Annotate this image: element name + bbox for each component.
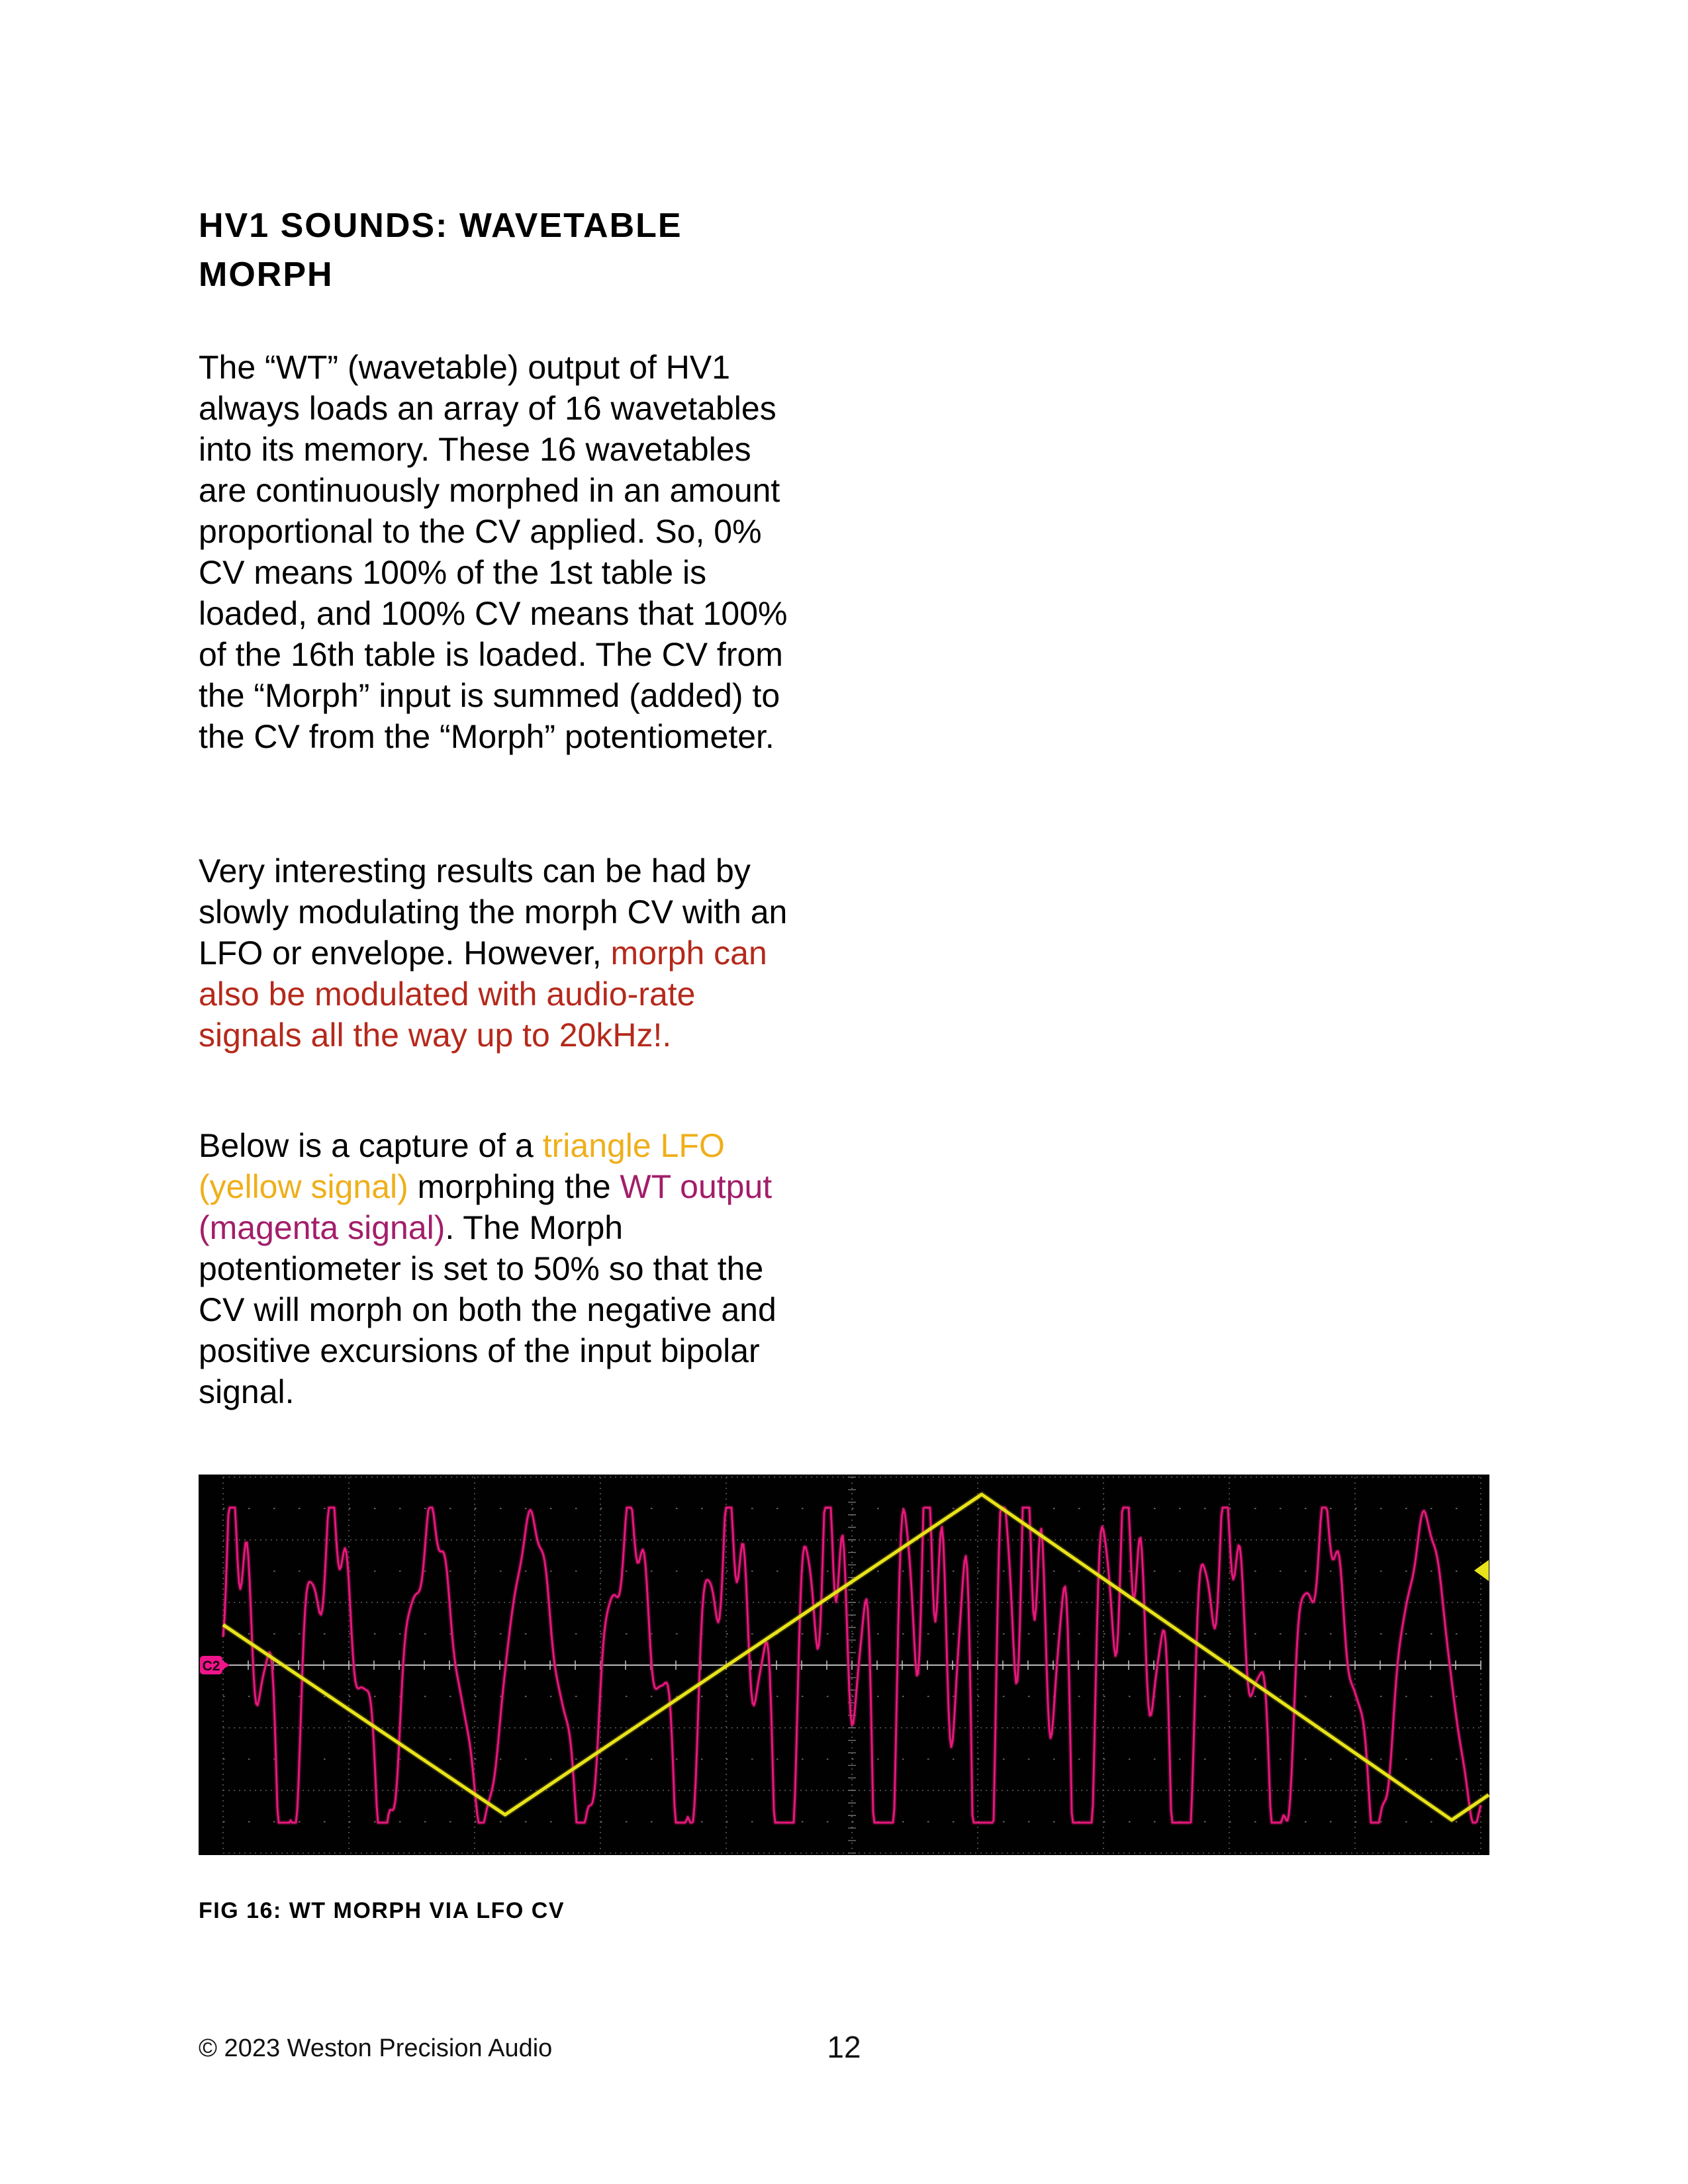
body-line: always loads an array of 16 wavetables <box>199 390 776 427</box>
body-text: Below is a capture of a <box>199 1127 543 1164</box>
page-title-line1: HV1 SOUNDS: WAVETABLE <box>199 206 682 245</box>
body-text: . The Morph <box>445 1209 624 1246</box>
highlight-magenta-text: WT output <box>620 1168 773 1205</box>
highlight-red-text: signals all the way up to 20kHz!. <box>199 1017 672 1054</box>
body-line <box>199 1125 927 1166</box>
body-text: LFO or envelope. However, <box>199 934 611 972</box>
body-line: Very interesting results can be had by <box>199 852 751 889</box>
page-title <box>199 201 682 299</box>
body-line: positive excursions of the input bipolar <box>199 1332 760 1369</box>
body-line: slowly modulating the morph CV with an <box>199 893 788 931</box>
figure-caption: FIG 16: WT MORPH VIA LFO CV <box>199 1898 565 1923</box>
highlight-red-text: morph can <box>610 934 767 972</box>
oscilloscope-figure <box>199 1475 1489 1923</box>
highlight-yellow-text: (yellow signal) <box>199 1168 408 1205</box>
body-line: loaded, and 100% CV means that 100% <box>199 595 788 632</box>
page-number: 12 <box>827 2030 861 2064</box>
channel-2-label: C2 <box>202 1659 220 1674</box>
oscilloscope-screenshot <box>199 1475 1489 1855</box>
body-text: morphing the <box>408 1168 620 1205</box>
body-line: are continuously morphed in an amount <box>199 472 780 509</box>
body-line <box>199 933 927 974</box>
body-line: CV will morph on both the negative and <box>199 1291 776 1328</box>
paragraph-modulation <box>199 850 927 1056</box>
body-line: of the 16th table is loaded. The CV from <box>199 636 783 673</box>
page-title-line2: MORPH <box>199 255 334 294</box>
highlight-red-text: also be modulated with audio-rate <box>199 976 696 1013</box>
body-line: the CV from the “Morph” potentiometer. <box>199 718 774 755</box>
highlight-yellow-text: triangle LFO <box>542 1127 725 1164</box>
paragraph-capture-description <box>199 1125 927 1412</box>
body-line: the “Morph” input is summed (added) to <box>199 677 780 714</box>
highlight-magenta-text: (magenta signal) <box>199 1209 445 1246</box>
paragraph-wavetable-intro <box>199 347 927 757</box>
body-line: proportional to the CV applied. So, 0% <box>199 513 762 550</box>
body-line: into its memory. These 16 wavetables <box>199 431 751 468</box>
body-line: CV means 100% of the 1st table is <box>199 554 707 591</box>
copyright-notice: © 2023 Weston Precision Audio <box>199 2034 553 2062</box>
body-line: potentiometer is set to 50% so that the <box>199 1250 764 1287</box>
body-line: signal. <box>199 1373 295 1410</box>
body-line: The “WT” (wavetable) output of HV1 <box>199 349 731 386</box>
body-line <box>199 1207 927 1248</box>
body-line <box>199 1166 927 1207</box>
